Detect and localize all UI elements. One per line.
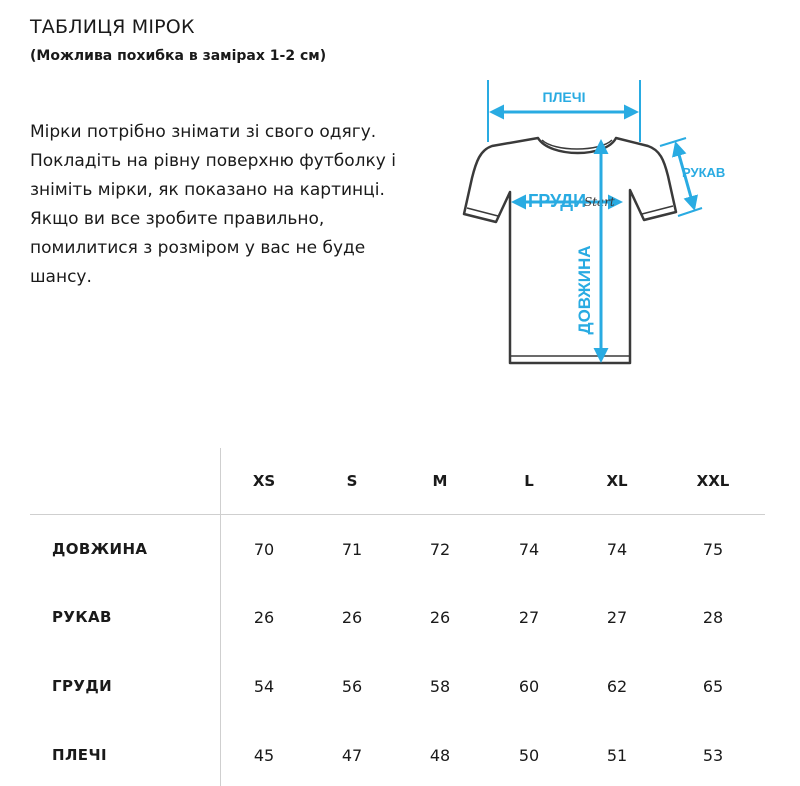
- table-divider-vertical: [220, 448, 221, 786]
- shoulders-label: ПЛЕЧІ: [542, 89, 586, 105]
- sleeve-label: РУКАВ: [682, 165, 726, 180]
- row-label: ПЛЕЧІ: [52, 746, 107, 764]
- table-cell: 50: [518, 746, 540, 765]
- row-label: ГРУДИ: [52, 677, 113, 695]
- table-cell: 65: [702, 677, 724, 696]
- table-cell: 48: [429, 746, 451, 765]
- table-cell: 27: [606, 608, 628, 627]
- size-header: XXL: [696, 472, 730, 490]
- size-table: [30, 448, 765, 786]
- table-cell: 56: [341, 677, 363, 696]
- page-title: ТАБЛИЦЯ МІРОК: [30, 16, 195, 38]
- table-cell: 58: [429, 677, 451, 696]
- table-cell: 72: [429, 540, 451, 559]
- table-divider-horizontal: [30, 514, 765, 515]
- table-cell: 62: [606, 677, 628, 696]
- size-header: S: [346, 472, 358, 490]
- table-cell: 26: [341, 608, 363, 627]
- table-cell: 28: [702, 608, 724, 627]
- table-cell: 70: [253, 540, 275, 559]
- table-cell: 75: [702, 540, 724, 559]
- table-cell: 74: [518, 540, 540, 559]
- row-label: ДОВЖИНА: [52, 540, 148, 558]
- table-cell: 51: [606, 746, 628, 765]
- length-label: ДОВЖИНА: [575, 245, 594, 335]
- instructions-text: Мірки потрібно знімати зі свого одягу. Покладіть на рівну поверхню футболку і зніміть мірки, як показано на картинці. Якщо ви все зробите правильно, помилитися з розміром у вас не буде шансу.: [30, 122, 396, 287]
- table-cell: 45: [253, 746, 275, 765]
- table-cell: 26: [253, 608, 275, 627]
- size-header: L: [524, 472, 534, 490]
- table-cell: 54: [253, 677, 275, 696]
- table-cell: 26: [429, 608, 451, 627]
- tshirt-outline-icon: [464, 138, 676, 363]
- table-cell: 27: [518, 608, 540, 627]
- chest-label: ГРУДИ: [528, 191, 587, 211]
- table-cell: 60: [518, 677, 540, 696]
- table-cell: 53: [702, 746, 724, 765]
- size-header: M: [432, 472, 448, 490]
- table-cell: 74: [606, 540, 628, 559]
- tshirt-measurement-diagram: [450, 80, 740, 380]
- row-label: РУКАВ: [52, 608, 112, 626]
- size-header: XS: [252, 472, 276, 490]
- brand-logo: Start: [584, 195, 615, 209]
- page-subtitle: (Можлива похибка в замірах 1-2 см): [30, 48, 327, 64]
- table-cell: 47: [341, 746, 363, 765]
- size-header: XL: [606, 472, 628, 490]
- table-cell: 71: [341, 540, 363, 559]
